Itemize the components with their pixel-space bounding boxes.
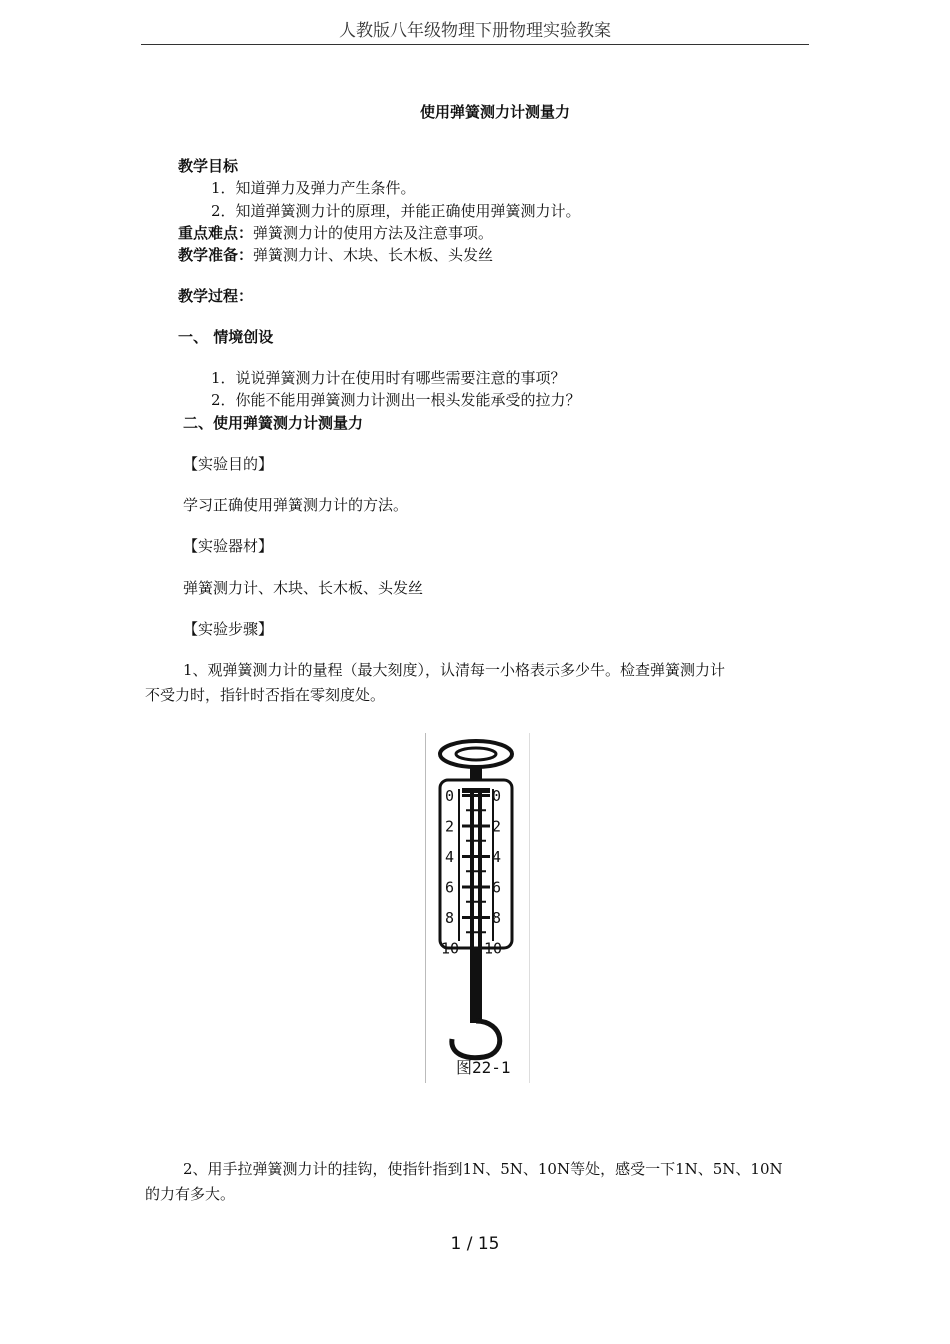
scale-label-right: 4 <box>492 848 502 866</box>
scale-label-left: 0 <box>445 787 455 805</box>
objective-2: 2．知道弹簧测力计的原理，并能正确使用弹簧测力计。 <box>211 202 581 220</box>
scale-label-left: 8 <box>445 909 455 927</box>
materials-text: 弹簧测力计、木块、长木板、头发丝 <box>183 579 424 597</box>
minor-tick <box>466 809 486 811</box>
minor-tick <box>466 840 486 842</box>
page-number: 1 / 15 <box>450 1234 500 1254</box>
major-tick <box>462 855 490 858</box>
major-tick <box>462 825 490 828</box>
major-tick <box>462 916 490 919</box>
section-1-heading: 一、 情境创设 <box>178 328 274 346</box>
rod-left <box>470 788 474 948</box>
scale-label-right: 6 <box>492 878 502 897</box>
spring-scale-drawing <box>426 733 529 1083</box>
scale-label-right: 8 <box>492 909 502 927</box>
top-ring-inner <box>456 748 496 760</box>
purpose-text: 学习正确使用弹簧测力计的方法。 <box>183 496 409 514</box>
document-title: 使用弹簧测力计测量力 <box>419 103 570 121</box>
step-2-line-2: 的力有多大。 <box>145 1185 236 1203</box>
scale-label-left: 4 <box>445 848 455 866</box>
scale-label-right: 2 <box>492 817 502 836</box>
scale-label-right: 0 <box>492 787 502 805</box>
hook <box>452 1021 500 1058</box>
key-points-text: 弹簧测力计的使用方法及注意事项。 <box>253 224 494 242</box>
section-2-heading: 二、使用弹簧测力计测量力 <box>183 414 364 432</box>
scale-label-left: 10 <box>441 939 460 958</box>
preparation-line <box>178 245 493 265</box>
minor-tick <box>466 931 486 933</box>
question-1: 1．说说弹簧测力计在使用时有哪些需要注意的事项？ <box>211 369 566 387</box>
rod-right <box>478 788 482 948</box>
minor-tick <box>466 901 486 903</box>
step-1-line-2: 不受力时，指针时否指在零刻度处。 <box>145 686 386 704</box>
key-points-label: 重点难点： <box>178 224 254 242</box>
major-tick <box>462 794 490 797</box>
step-1-line-1: 1、观弹簧测力计的量程（最大刻度），认清每一小格表示多少牛。检查弹簧测力计 <box>183 661 726 679</box>
top-ring <box>440 741 512 767</box>
scale-label-left: 6 <box>445 878 455 897</box>
preparation-text: 弹簧测力计、木块、长木板、头发丝 <box>253 246 494 264</box>
minor-tick <box>466 870 486 872</box>
scale-label-right: 10 <box>484 939 503 958</box>
page-header: 人教版八年级物理下册物理实验教案 <box>339 21 611 41</box>
pointer <box>462 788 490 793</box>
header-divider <box>141 44 809 45</box>
hook-rod <box>470 948 482 1023</box>
preparation-label: 教学准备： <box>178 246 254 264</box>
major-tick <box>462 886 490 889</box>
scale-label-left: 2 <box>445 817 455 836</box>
key-points-line <box>178 223 493 243</box>
step-2-line-1: 2、用手拉弹簧测力计的挂钩，使指针指到1N、5N、10N等处，感受一下1N、5N、10N <box>183 1160 783 1178</box>
objective-1: 1．知道弹力及弹力产生条件。 <box>211 179 416 197</box>
top-connector <box>470 766 482 780</box>
spring-scale-figure <box>425 733 530 1083</box>
materials-heading: 【实验器材】 <box>183 537 274 555</box>
figure-caption: 图22-1 <box>456 1058 511 1077</box>
steps-heading: 【实验步骤】 <box>183 620 274 638</box>
purpose-heading: 【实验目的】 <box>183 455 274 473</box>
process-heading: 教学过程： <box>178 287 254 305</box>
question-2: 2．你能不能用弹簧测力计测出一根头发能承受的拉力？ <box>211 391 581 409</box>
objectives-heading: 教学目标 <box>178 157 239 175</box>
